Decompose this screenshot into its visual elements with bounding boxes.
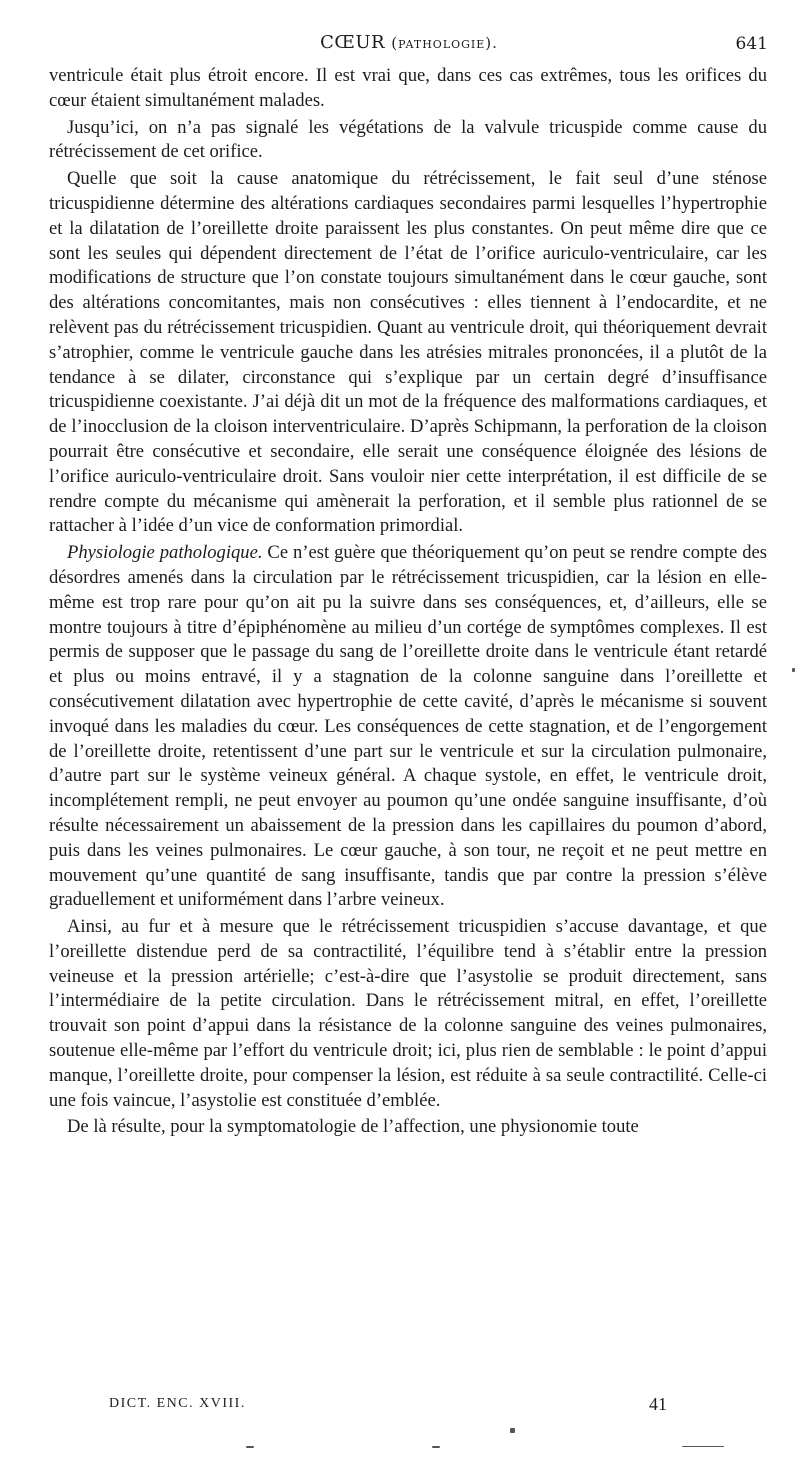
paragraph-text: ventricule était plus étroit encore. Il est vrai que, dans ces cas extrêmes, tous les orifices du cœur étaient simultanément malades. bbox=[49, 65, 767, 111]
running-title-sub: (pathologie). bbox=[391, 34, 498, 52]
page-number: 641 bbox=[735, 34, 768, 54]
signature-mark: DICT. ENC. XVIII. bbox=[109, 1396, 246, 1411]
scan-speck bbox=[682, 1446, 724, 1447]
paragraph-1 bbox=[49, 64, 767, 114]
page-footer bbox=[109, 1394, 669, 1418]
scan-speck bbox=[792, 668, 795, 672]
scan-speck bbox=[510, 1428, 515, 1433]
paragraph-text: Jusqu’ici, on n’a pas signalé les végétations de la valvule tricuspide comme cause du rétrécissement de cet orifice. bbox=[49, 116, 767, 163]
paragraph-5 bbox=[49, 915, 767, 1113]
paragraph-text: De là résulte, pour la symptomatologie de l’affection, une physionomie toute bbox=[67, 1116, 639, 1138]
paragraph-text: Ainsi, au fur et à mesure que le rétrécissement tricuspidien s’accuse davantage, et que l’oreillette distendue perd de sa contractilité, l’équilibre tend à s’établir entre la pression veineuse et la pression artérielle; c’est-à-dire que l’asystolie se produit directement, sans l’intermédiaire de la petite circulation. Dans le rétrécissement mitral, en effet, l’oreillette trouvait son point d’appui dans la résistance de la colonne sanguine des veines pulmonaires, soutenue elle-même par l’effort du ventricule droit; ici, plus rien de semblable : le point d’appui manque, l’oreillette droite, pour compenser la lésion, est réduite à sa seule contractilité. Celle-ci une fois vaincue, l’asystolie est constituée d’emblée. bbox=[49, 916, 767, 1111]
paragraph-3 bbox=[49, 167, 767, 539]
paragraph-6 bbox=[49, 1115, 767, 1140]
scan-speck bbox=[246, 1446, 254, 1448]
running-header bbox=[50, 32, 768, 58]
body-text bbox=[49, 64, 767, 1140]
section-heading-physiologie: Physiologie pathologique. bbox=[67, 542, 263, 564]
running-title bbox=[50, 32, 768, 53]
scan-speck bbox=[432, 1446, 440, 1448]
paragraph-4 bbox=[49, 541, 767, 913]
signature-number: 41 bbox=[649, 1394, 667, 1414]
running-title-main: CŒUR bbox=[320, 32, 386, 53]
paragraph-2 bbox=[49, 116, 767, 166]
paragraph-text: Ce n’est guère que théoriquement qu’on peut se rendre compte des désordres amenés dans la circulation par le rétrécissement tricuspidien, car la lésion en elle-même est trop rare pour qu’on ait pu la suivre dans ses conséquences, et, d’ailleurs, elle se montre toujours à titre d’épiphénomène au milieu d’un cortége de symptômes complexes. Il est permis de supposer que le passage du sang de l’oreillette droite dans le ventricule étant retardé et plus ou moins entravé, il y a stagnation de la colonne sanguine dans l’oreillette et consécutivement dilatation avec hypertrophie de cette cavité, d’après le mécanisme si souvent invoqué dans les maladies du cœur. Les conséquences de cette stagnation, et de l’engorgement de l’oreillette droite, retentissent d’une part sur le ventricule et sur la circulation pulmonaire, d’autre part sur le système veineux général. A chaque systole, en effet, le ventricule droit, incomplétement rempli, ne peut envoyer au poumon qu’une ondée sanguine insuffisante, d’où résulte nécessairement un abaissement de la pression dans les capillaires du poumon d’abord, puis dans les veines pulmonaires. Le cœur gauche, à son tour, ne reçoit et ne peut mettre en mouvement qu’une quantité de sang insuffisante, tandis que par contre la pression s’élève graduellement et uniformément dans l’arbre veineux. bbox=[49, 542, 767, 911]
paragraph-text: Quelle que soit la cause anatomique du rétrécissement, le fait seul d’une sténose tricuspidienne détermine des altérations cardiaques secondaires parmi lesquelles l’hypertrophie et la dilatation de l’oreillette droite paraissent les plus constantes. On peut même dire que ce sont les seules qui dépendent directement de l’état de l’orifice auriculo-ventriculaire, car les modifications de structure que l’on constate toujours simultanément dans le cœur gauche, sont des altérations concomitantes, mais non consécutives : elles tiennent à l’endocardite, et ne relèvent pas du rétrécissement tricuspidien. Quant au ventricule droit, qui théoriquement devrait s’atrophier, comme le ventricule gauche dans les atrésies mitrales prononcées, il a plutôt de la tendance à se dilater, circonstance qui s’explique par un certain degré d’insuffisance tricuspidienne coexistante. J’ai déjà dit un mot de la fréquence des malformations cardiaques, et de l’inocclusion de la cloison interventriculaire. D’après Schipmann, la perforation de la cloison pourrait être consécutive et secondaire, elle serait une conséquence éloignée des lésions de l’orifice auriculo-ventriculaire droit. Sans vouloir nier cette interprétation, il est difficile de se rendre compte du mécanisme qui amènerait la perforation, et il semble plus rationnel de se rattacher à l’idée d’un vice de conformation primordial. bbox=[49, 168, 767, 537]
